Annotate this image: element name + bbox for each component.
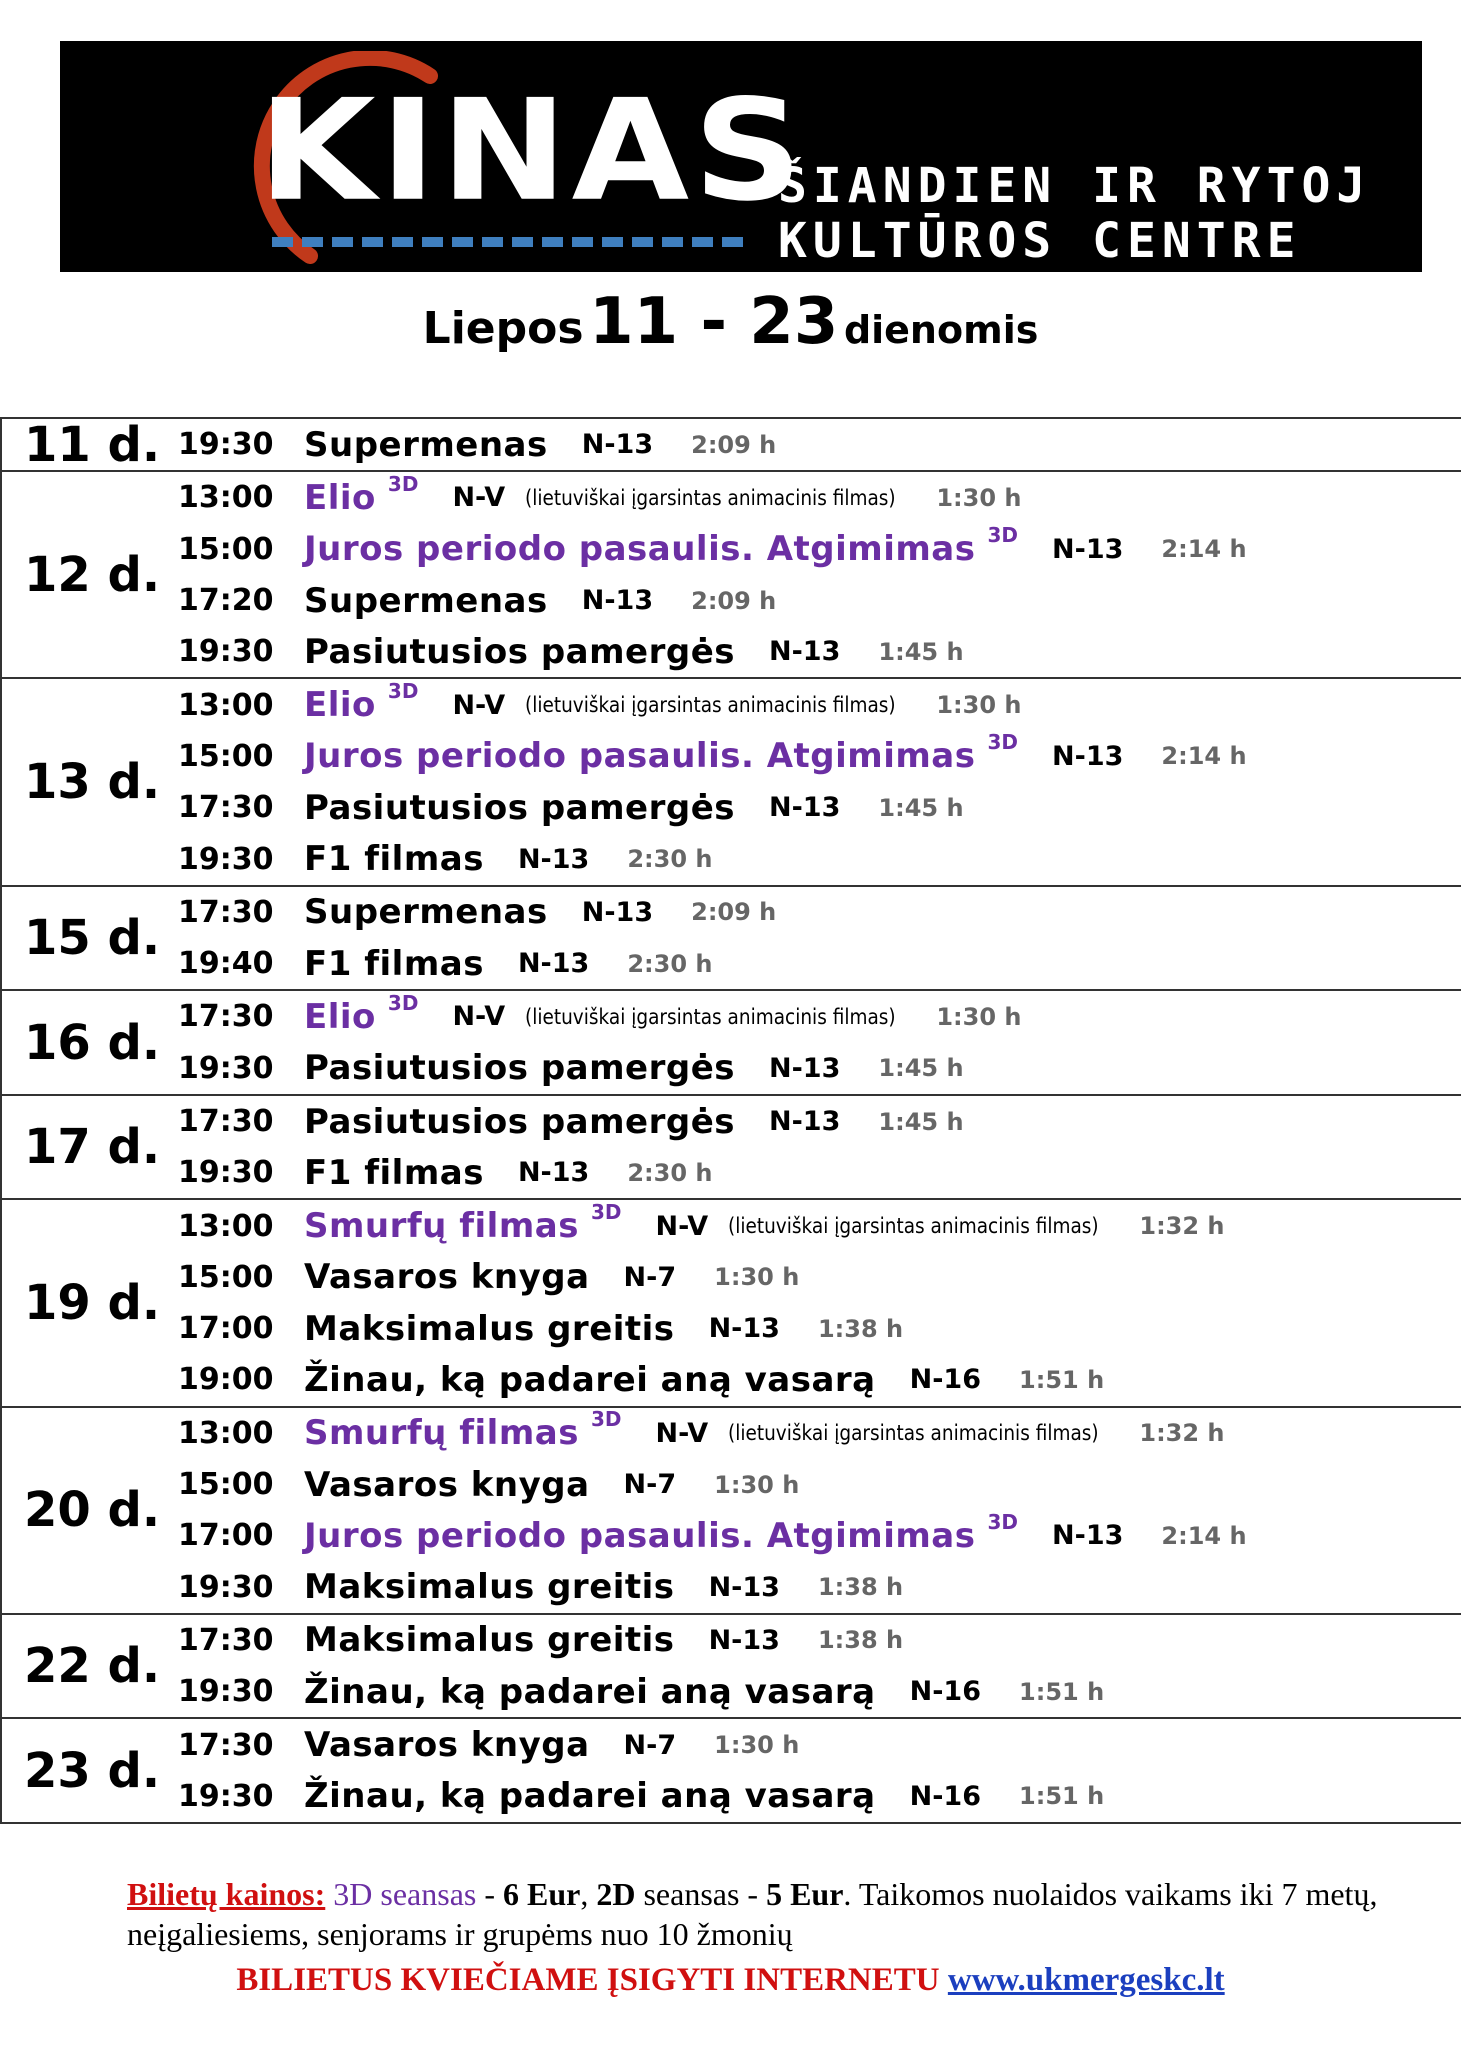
showtime-row bbox=[178, 1408, 1461, 1459]
showtime-row bbox=[178, 1096, 1461, 1147]
format-3d-badge: 3D bbox=[987, 1509, 1019, 1534]
showtime-row bbox=[178, 1666, 1461, 1717]
showtime-row bbox=[178, 1252, 1461, 1303]
website-link[interactable]: www.ukmergeskc.lt bbox=[947, 1962, 1225, 1998]
movie-duration: 1:38 h bbox=[817, 1314, 904, 1343]
format-3d-badge: 3D bbox=[987, 523, 1019, 548]
format-3d-badge: 3D bbox=[387, 679, 419, 704]
movie-duration: 1:30 h bbox=[936, 691, 1022, 720]
showtime-row bbox=[178, 1562, 1461, 1613]
movie-duration: 2:30 h bbox=[627, 949, 713, 978]
seansas-3d: seansas bbox=[380, 1876, 477, 1912]
movie-duration: 1:32 h bbox=[1139, 1419, 1225, 1448]
online-tickets-line bbox=[0, 1962, 1461, 1999]
movie-title: Žinau, ką padarei aną vasarą bbox=[304, 1359, 876, 1400]
day-block bbox=[2, 1719, 1461, 1824]
showtimes-list bbox=[178, 419, 1461, 470]
schedule-table bbox=[0, 417, 1461, 1824]
movie-title: Smurfų filmas bbox=[304, 1413, 579, 1454]
showtime: 17:20 bbox=[178, 583, 274, 619]
age-rating: N-13 bbox=[769, 792, 841, 824]
age-rating: N-13 bbox=[708, 1624, 780, 1656]
movie-title: Vasaros knyga bbox=[304, 1464, 590, 1505]
showtime: 17:30 bbox=[178, 1104, 274, 1139]
movie-duration: 1:30 h bbox=[936, 1002, 1022, 1031]
price-3d-label: 3D bbox=[333, 1876, 373, 1912]
movie-title: Supermenas bbox=[304, 580, 548, 621]
showtime: 15:00 bbox=[178, 1259, 274, 1295]
price-2d-label: 2D bbox=[596, 1876, 636, 1912]
seansas-2d: seansas bbox=[643, 1876, 740, 1912]
movie-duration: 1:30 h bbox=[714, 1470, 800, 1499]
comma-separator: , bbox=[580, 1876, 589, 1912]
date-range-heading bbox=[0, 285, 1461, 359]
price-2d-value: 5 Eur bbox=[766, 1876, 844, 1912]
showtime: 13:00 bbox=[178, 1208, 274, 1244]
age-rating: N-13 bbox=[708, 1313, 780, 1345]
format-3d-badge: 3D bbox=[590, 1200, 622, 1225]
age-rating: N-13 bbox=[1052, 533, 1124, 565]
showtimes-list bbox=[178, 1096, 1461, 1199]
day-block bbox=[2, 1096, 1461, 1201]
age-rating: N-7 bbox=[623, 1469, 677, 1501]
dubbing-note: (lietuviškai įgarsintas animacinis filmas) bbox=[525, 1004, 896, 1029]
movie-title: F1 filmas bbox=[304, 943, 484, 984]
movie-title: Žinau, ką padarei aną vasarą bbox=[304, 1671, 876, 1712]
movie-duration: 1:51 h bbox=[1019, 1365, 1105, 1394]
showtime: 15:00 bbox=[178, 1467, 274, 1503]
showtime: 17:30 bbox=[178, 999, 274, 1035]
age-rating: N-13 bbox=[1052, 1520, 1124, 1552]
day-block bbox=[2, 1200, 1461, 1407]
showtime-row bbox=[178, 1147, 1461, 1198]
showtime-row bbox=[178, 833, 1461, 884]
movie-title: Maksimalus greitis bbox=[304, 1308, 675, 1349]
showtime-row bbox=[178, 1719, 1461, 1770]
movie-title: Juros periodo pasaulis. Atgimimas bbox=[304, 1515, 976, 1556]
age-rating: N-V bbox=[655, 1210, 709, 1242]
age-rating: N-16 bbox=[909, 1676, 982, 1708]
tagline-line-2: KULTŪROS CENTRE bbox=[778, 213, 1302, 269]
movie-title: Juros periodo pasaulis. Atgimimas bbox=[304, 736, 976, 777]
dash-2d: - bbox=[747, 1876, 759, 1912]
age-rating: N-16 bbox=[909, 1364, 982, 1396]
format-3d-badge: 3D bbox=[387, 471, 419, 496]
format-3d-badge: 3D bbox=[590, 1407, 622, 1432]
showtime: 19:30 bbox=[178, 1674, 274, 1710]
movie-duration: 1:51 h bbox=[1019, 1782, 1105, 1811]
age-rating: N-13 bbox=[517, 948, 590, 980]
day-block bbox=[2, 472, 1461, 679]
showtime: 15:00 bbox=[178, 531, 274, 567]
dash-3d: - bbox=[484, 1876, 495, 1912]
showtime: 19:00 bbox=[178, 1362, 274, 1398]
logo-dots-icon bbox=[272, 237, 743, 247]
day-label: 23 d. bbox=[24, 1742, 161, 1799]
showtime-row bbox=[178, 1200, 1461, 1251]
showtime: 13:00 bbox=[178, 480, 274, 516]
movie-title: Juros periodo pasaulis. Atgimimas bbox=[304, 529, 976, 570]
day-block bbox=[2, 991, 1461, 1096]
showtimes-list bbox=[178, 679, 1461, 884]
showtimes-list bbox=[178, 887, 1461, 990]
showtimes-list bbox=[178, 991, 1461, 1094]
age-rating: N-13 bbox=[581, 429, 654, 461]
showtime: 17:30 bbox=[178, 1622, 274, 1658]
age-rating: N-13 bbox=[581, 896, 654, 928]
day-block bbox=[2, 887, 1461, 992]
age-rating: N-13 bbox=[581, 585, 654, 617]
tagline-line-1: ŠIANDIEN IR RYTOJ bbox=[778, 158, 1372, 214]
day-label: 13 d. bbox=[24, 754, 161, 811]
showtime-row bbox=[178, 887, 1461, 938]
showtime: 19:30 bbox=[178, 427, 274, 463]
showtime-row bbox=[178, 472, 1461, 523]
showtime: 17:30 bbox=[178, 894, 274, 930]
heading-range: 11 - 23 bbox=[589, 285, 839, 359]
showtime-row bbox=[178, 679, 1461, 730]
showtime-row bbox=[178, 419, 1461, 470]
age-rating: N-V bbox=[655, 1417, 709, 1449]
movie-duration: 1:45 h bbox=[878, 793, 964, 822]
showtime-row bbox=[178, 938, 1461, 989]
movie-duration: 2:14 h bbox=[1161, 742, 1247, 771]
showtime: 19:40 bbox=[178, 946, 274, 982]
movie-duration: 1:45 h bbox=[878, 1054, 964, 1083]
age-rating: N-13 bbox=[769, 1052, 841, 1084]
movie-duration: 1:30 h bbox=[936, 483, 1022, 512]
day-label: 20 d. bbox=[24, 1482, 161, 1539]
age-rating: N-13 bbox=[769, 1106, 841, 1137]
showtime-row bbox=[178, 991, 1461, 1042]
movie-title: Pasiutusios pamergės bbox=[304, 1101, 735, 1142]
heading-suffix: dienomis bbox=[843, 308, 1039, 352]
showtime: 17:00 bbox=[178, 1518, 274, 1554]
age-rating: N-7 bbox=[623, 1261, 677, 1293]
movie-title: Elio bbox=[304, 685, 376, 726]
showtime-row bbox=[178, 1615, 1461, 1666]
price-3d-value: 6 Eur bbox=[503, 1876, 581, 1912]
showtime: 19:30 bbox=[178, 1155, 274, 1191]
age-rating: N-V bbox=[452, 482, 506, 514]
day-block bbox=[2, 1615, 1461, 1720]
day-label: 19 d. bbox=[24, 1275, 161, 1332]
dubbing-note: (lietuviškai įgarsintas animacinis filmas) bbox=[525, 693, 896, 718]
cinema-banner bbox=[60, 41, 1422, 272]
movie-title: Maksimalus greitis bbox=[304, 1567, 675, 1608]
showtime-row bbox=[178, 1510, 1461, 1561]
movie-title: Vasaros knyga bbox=[304, 1725, 590, 1766]
prices-label: Bilietų kainos: bbox=[127, 1876, 326, 1912]
showtime: 19:30 bbox=[178, 1569, 274, 1605]
heading-month: Liepos bbox=[422, 303, 584, 354]
showtime-row bbox=[178, 524, 1461, 575]
movie-title: Elio bbox=[304, 996, 376, 1037]
movie-title: F1 filmas bbox=[304, 1152, 484, 1193]
ticket-prices-note bbox=[127, 1874, 1447, 1954]
age-rating: N-13 bbox=[708, 1571, 780, 1603]
movie-duration: 2:09 h bbox=[691, 586, 777, 615]
day-label: 22 d. bbox=[24, 1638, 161, 1695]
showtime: 17:30 bbox=[178, 790, 274, 826]
showtimes-list bbox=[178, 1615, 1461, 1718]
showtime-row bbox=[178, 575, 1461, 626]
showtime-row bbox=[178, 626, 1461, 677]
movie-duration: 2:09 h bbox=[691, 898, 777, 927]
showtime-row bbox=[178, 1303, 1461, 1354]
day-label: 17 d. bbox=[24, 1119, 161, 1176]
movie-duration: 1:32 h bbox=[1139, 1212, 1225, 1241]
online-cta: BILIETUS KVIEČIAME ĮSIGYTI INTERNETU bbox=[236, 1962, 940, 1998]
day-block bbox=[2, 416, 1461, 473]
dubbing-note: (lietuviškai įgarsintas animacinis filmas) bbox=[525, 485, 896, 510]
showtimes-list bbox=[178, 1719, 1461, 1822]
showtimes-list bbox=[178, 472, 1461, 677]
showtime: 17:30 bbox=[178, 1727, 274, 1763]
age-rating: N-13 bbox=[769, 636, 841, 668]
movie-title: Žinau, ką padarei aną vasarą bbox=[304, 1776, 876, 1817]
movie-title: Pasiutusios pamergės bbox=[304, 631, 735, 672]
movie-duration: 2:14 h bbox=[1161, 535, 1247, 564]
movie-title: Pasiutusios pamergės bbox=[304, 1048, 735, 1089]
showtime: 19:30 bbox=[178, 634, 274, 670]
age-rating: N-13 bbox=[517, 843, 590, 875]
showtime-row bbox=[178, 1459, 1461, 1510]
showtime-row bbox=[178, 1771, 1461, 1822]
movie-title: Maksimalus greitis bbox=[304, 1620, 675, 1661]
age-rating: N-13 bbox=[517, 1157, 590, 1189]
day-block bbox=[2, 1408, 1461, 1615]
format-3d-badge: 3D bbox=[387, 990, 419, 1015]
showtime: 19:30 bbox=[178, 1778, 274, 1814]
movie-duration: 1:30 h bbox=[714, 1731, 800, 1760]
movie-duration: 1:45 h bbox=[878, 1107, 964, 1136]
movie-duration: 1:51 h bbox=[1019, 1677, 1105, 1706]
movie-title: Pasiutusios pamergės bbox=[304, 787, 735, 828]
age-rating: N-7 bbox=[623, 1729, 677, 1761]
showtime-row bbox=[178, 1354, 1461, 1405]
showtime: 19:30 bbox=[178, 1050, 274, 1086]
day-label: 11 d. bbox=[24, 416, 161, 473]
day-label: 16 d. bbox=[24, 1014, 161, 1071]
movie-title: F1 filmas bbox=[304, 839, 484, 880]
showtime-row bbox=[178, 1043, 1461, 1094]
format-3d-badge: 3D bbox=[987, 730, 1019, 755]
dubbing-note: (lietuviškai įgarsintas animacinis filmas) bbox=[728, 1214, 1099, 1239]
showtime-row bbox=[178, 782, 1461, 833]
age-rating: N-16 bbox=[909, 1780, 982, 1812]
showtime: 13:00 bbox=[178, 687, 274, 723]
showtime: 15:00 bbox=[178, 738, 274, 774]
movie-duration: 1:30 h bbox=[714, 1263, 800, 1292]
movie-title: Smurfų filmas bbox=[304, 1206, 579, 1247]
age-rating: N-13 bbox=[1052, 740, 1124, 772]
movie-title: Elio bbox=[304, 477, 376, 518]
showtimes-list bbox=[178, 1200, 1461, 1405]
movie-duration: 1:45 h bbox=[878, 637, 964, 666]
showtime: 17:00 bbox=[178, 1311, 274, 1347]
movie-duration: 2:30 h bbox=[627, 1158, 713, 1187]
showtimes-list bbox=[178, 1408, 1461, 1613]
movie-duration: 2:09 h bbox=[691, 430, 777, 459]
discount-text: . Taikomos nuolaidos vaikams iki 7 metų, neįgaliesiems, senjorams ir grupėms nuo 10 žmonių bbox=[127, 1876, 1378, 1952]
day-block bbox=[2, 679, 1461, 886]
movie-title: Supermenas bbox=[304, 424, 548, 465]
movie-title: Supermenas bbox=[304, 892, 548, 933]
showtime: 19:30 bbox=[178, 841, 274, 877]
movie-duration: 1:38 h bbox=[817, 1626, 904, 1655]
dubbing-note: (lietuviškai įgarsintas animacinis filmas) bbox=[728, 1421, 1099, 1446]
day-label: 12 d. bbox=[24, 546, 161, 603]
movie-duration: 1:38 h bbox=[817, 1573, 904, 1602]
age-rating: N-V bbox=[452, 689, 506, 721]
movie-title: Vasaros knyga bbox=[304, 1257, 590, 1298]
logo-text: KINAS bbox=[258, 69, 807, 232]
day-label: 15 d. bbox=[24, 909, 161, 966]
age-rating: N-V bbox=[452, 1001, 506, 1033]
movie-duration: 2:14 h bbox=[1161, 1521, 1247, 1550]
movie-duration: 2:30 h bbox=[627, 845, 713, 874]
showtime-row bbox=[178, 731, 1461, 782]
showtime: 13:00 bbox=[178, 1415, 274, 1451]
